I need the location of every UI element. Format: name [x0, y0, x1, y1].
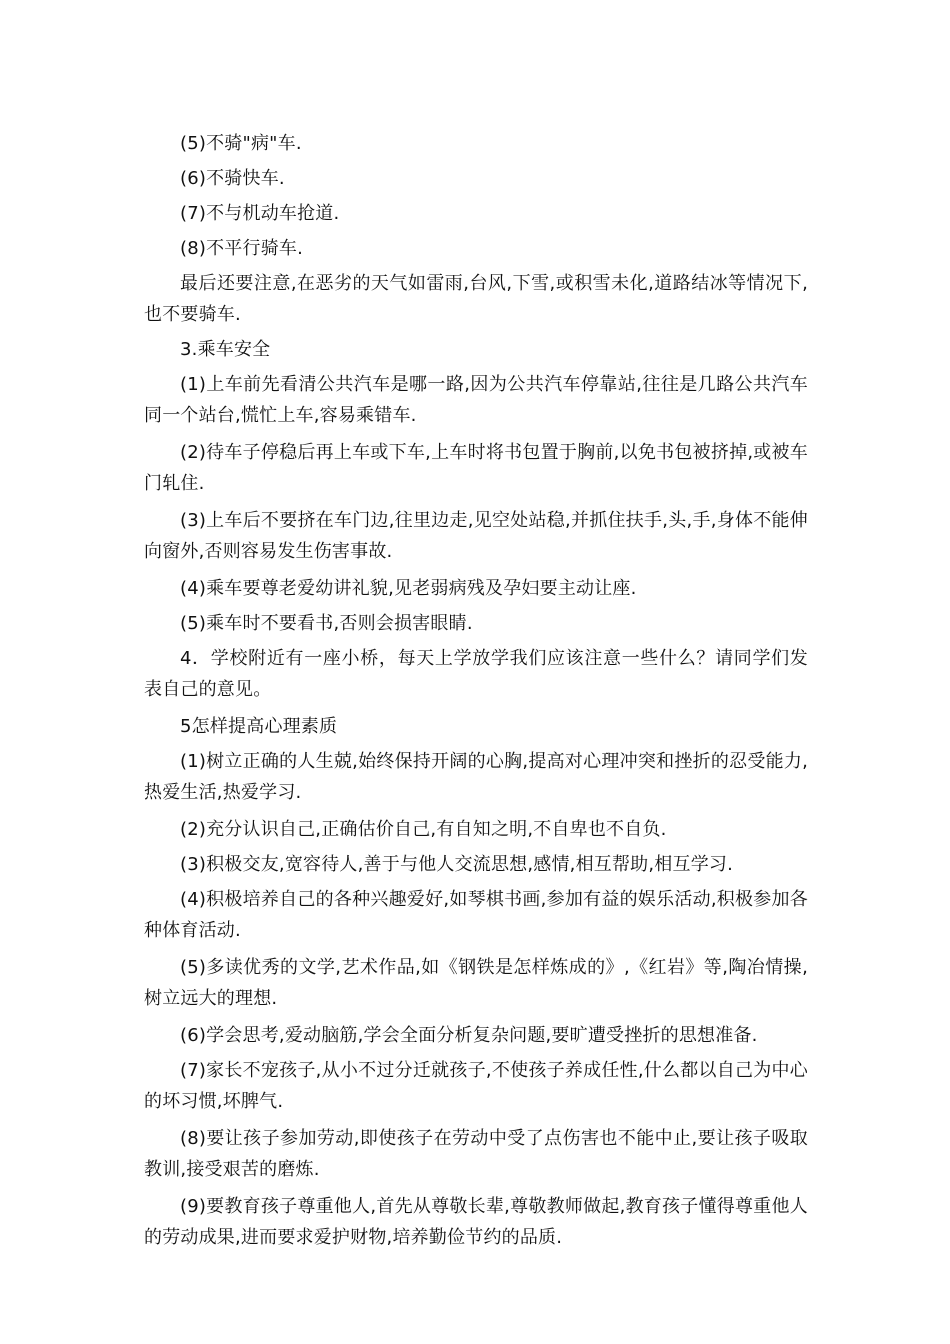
- paragraph-ride-rule-4: (4)乘车要尊老爱幼讲礼貌,见老弱病残及孕妇要主动让座.: [180, 578, 637, 599]
- paragraph-mental-rule-2: (2)充分认识自己,正确估价自己,有自知之明,不自卑也不自负.: [180, 819, 667, 840]
- heading-mental-quality: 5怎样提高心理素质: [180, 716, 338, 737]
- heading-riding-safety: 3.乘车安全: [180, 339, 271, 360]
- paragraph-mental-rule-9: (9)要教育孩子尊重他人,首先从尊敬长辈,尊敬教师做起,教育孩子懂得尊重他人的劳动成果,进而要求爱护财物,培养勤俭节约的品质.: [144, 1196, 808, 1248]
- paragraph-bike-rule-5: (5)不骑"病"车.: [180, 133, 302, 154]
- paragraph-mental-rule-6: (6)学会思考,爱动脑筋,学会全面分析复杂问题,要旷遭受挫折的思想准备.: [180, 1025, 758, 1046]
- paragraph-mental-rule-1: (1)树立正确的人生兢,始终保持开阔的心胸,提高对心理冲突和挫折的忍受能力,热爱生活,热爱学习.: [144, 751, 808, 803]
- paragraph-bridge-question: 4．学校附近有一座小桥，每天上学放学我们应该注意一些什么？请同学们发表自己的意见。: [144, 648, 808, 700]
- paragraph-bike-rule-8: (8)不平行骑车.: [180, 238, 304, 259]
- paragraph-ride-rule-3: (3)上车后不要挤在车门边,往里边走,见空处站稳,并抓住扶手,头,手,身体不能伸向窗外,否则容易发生伤害事故.: [144, 510, 808, 562]
- document-body: [144, 128, 808, 1253]
- paragraph-weather-note: 最后还要注意,在恶劣的天气如雷雨,台风,下雪,或积雪未化,道路结冰等情况下,也不要骑车.: [144, 273, 808, 325]
- paragraph-mental-rule-3: (3)积极交友,宽容待人,善于与他人交流思想,感情,相互帮助,相互学习.: [180, 854, 734, 875]
- paragraph-ride-rule-5: (5)乘车时不要看书,否则会损害眼睛.: [180, 613, 473, 634]
- paragraph-bike-rule-6: (6)不骑快车.: [180, 168, 285, 189]
- paragraph-mental-rule-5: (5)多读优秀的文学,艺术作品,如《钢铁是怎样炼成的》,《红岩》等,陶冶情操,树立远大的理想.: [144, 957, 808, 1009]
- paragraph-bike-rule-7: (7)不与机动车抢道.: [180, 203, 340, 224]
- paragraph-ride-rule-1: (1)上车前先看清公共汽车是哪一路,因为公共汽车停靠站,往往是几路公共汽车同一个站台,慌忙上车,容易乘错车.: [144, 374, 808, 426]
- paragraph-mental-rule-7: (7)家长不宠孩子,从小不过分迁就孩子,不使孩子养成任性,什么都以自己为中心的坏习惯,坏脾气.: [144, 1060, 808, 1112]
- paragraph-mental-rule-4: (4)积极培养自己的各种兴趣爱好,如琴棋书画,参加有益的娱乐活动,积极参加各种体育活动.: [144, 889, 808, 941]
- paragraph-ride-rule-2: (2)待车子停稳后再上车或下车,上车时将书包置于胸前,以免书包被挤掉,或被车门轧住.: [144, 442, 808, 494]
- paragraph-mental-rule-8: (8)要让孩子参加劳动,即使孩子在劳动中受了点伤害也不能中止,要让孩子吸取教训,接受艰苦的磨炼.: [144, 1128, 808, 1180]
